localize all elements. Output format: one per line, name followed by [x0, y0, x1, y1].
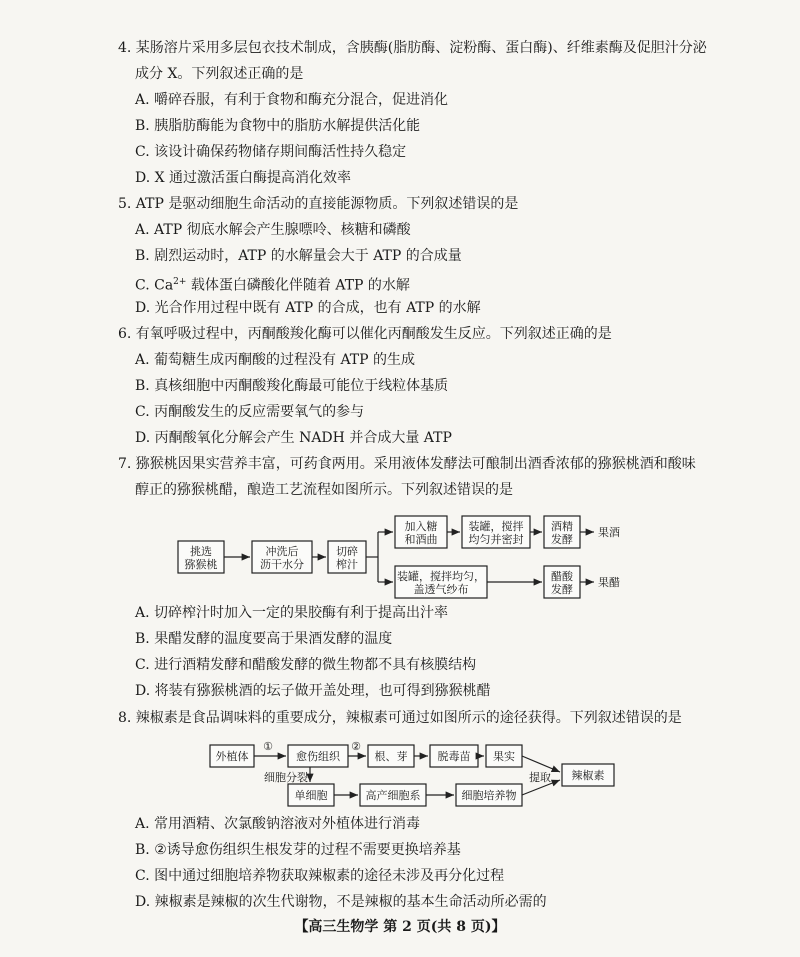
box-seal-l1: 装罐，搅拌 — [468, 520, 524, 533]
q5-option-d: D. 光合作用过程中既有 ATP 的合成，也有 ATP 的水解 — [135, 300, 481, 316]
q4-stem-cont: 成分 X。下列叙述正确的是 — [135, 66, 304, 82]
box-juice-l1: 切碎 — [336, 545, 358, 558]
q6-option-d: D. 丙酮酸氧化分解会产生 NADH 并合成大量 ATP — [135, 430, 452, 446]
box-wash-l1: 冲洗后 — [265, 545, 299, 558]
extract-label: 提取 — [529, 771, 551, 784]
q7-stem-cont: 醇正的猕猴桃醋，酿造工艺流程如图所示。下列叙述错误的是 — [135, 482, 513, 498]
q7-option-b: B. 果醋发酵的温度要高于果酒发酵的温度 — [135, 631, 393, 647]
q4-option-d: D. X 通过激活蛋白酶提高消化效率 — [135, 170, 352, 186]
box-fruit-label: 果实 — [493, 750, 515, 763]
q4-option-c: C. 该设计确保药物储存期间酶活性持久稳定 — [135, 144, 407, 160]
box-alcohol-ferment-l1: 酒精 — [551, 520, 573, 533]
box-alcohol-ferment-l2: 发酵 — [551, 533, 573, 546]
output-vinegar: 果醋 — [598, 576, 620, 589]
box-gauze-l1: 装罐，搅拌均匀， — [397, 570, 485, 583]
output-wine: 果酒 — [598, 526, 620, 539]
page-footer: 【高三生物学 第 2 页(共 8 页)】 — [294, 919, 506, 935]
q8-stem: 8. 辣椒素是食品调味料的重要成分，辣椒素可通过如图所示的途径获得。下列叙述错误的是 — [118, 710, 682, 726]
q8-option-b: B. ②诱导愈伤组织生根发芽的过程不需要更换培养基 — [135, 842, 461, 858]
step-2-label: ② — [351, 740, 361, 753]
q7-option-a: A. 切碎榨汁时加入一定的果胶酶有利于提高出汁率 — [135, 605, 449, 621]
box-capsaicin-label: 辣椒素 — [571, 769, 605, 782]
box-gauze-l2: 盖透气纱布 — [413, 583, 469, 596]
box-juice-l2: 榨汁 — [336, 558, 358, 571]
q4-stem: 4. 某肠溶片采用多层包衣技术制成，含胰酶(脂肪酶、淀粉酶、蛋白酶)、纤维素酶及促胆汁分泌 — [118, 40, 707, 56]
q4-option-a: A. 嚼碎吞服，有利于食物和酶充分混合，促进消化 — [135, 92, 449, 108]
q7-option-c: C. 进行酒精发酵和醋酸发酵的微生物都不具有核膜结构 — [135, 657, 477, 673]
box-seedling-label: 脱毒苗 — [437, 750, 471, 763]
q8-option-d: D. 辣椒素是辣椒的次生代谢物，不是辣椒的基本生命活动所必需的 — [135, 894, 547, 910]
box-acetic-ferment-l2: 发酵 — [551, 583, 573, 596]
box-select-kiwi-l1: 挑选 — [190, 545, 212, 558]
box-seal-l2: 均匀并密封 — [468, 533, 524, 546]
q5-option-a: A. ATP 彻底水解会产生腺嘌呤、核糖和磷酸 — [135, 222, 411, 238]
box-high-yield-label: 高产细胞系 — [365, 789, 421, 802]
q6-option-b: B. 真核细胞中丙酮酸羧化酶最可能位于线粒体基质 — [135, 378, 449, 394]
box-select-kiwi-l2: 猕猴桃 — [184, 558, 218, 571]
q5-option-b: B. 剧烈运动时，ATP 的水解量会大于 ATP 的合成量 — [135, 248, 462, 264]
box-acetic-ferment-l1: 醋酸 — [551, 570, 573, 583]
step-1-label: ① — [263, 740, 273, 753]
box-add-sugar-l1: 加入糖 — [404, 520, 438, 533]
box-explant-label: 外植体 — [215, 750, 249, 763]
box-wash-l2: 沥干水分 — [260, 558, 304, 571]
box-callus-label: 愈伤组织 — [296, 750, 340, 763]
q8-option-a: A. 常用酒精、次氯酸钠溶液对外植体进行消毒 — [135, 816, 421, 832]
q6-option-a: A. 葡萄糖生成丙酮酸的过程没有 ATP 的生成 — [135, 352, 416, 368]
q6-stem: 6. 有氧呼吸过程中，丙酮酸羧化酶可以催化丙酮酸发生反应。下列叙述正确的是 — [118, 326, 612, 342]
q7-option-d: D. 将装有猕猴桃酒的坛子做开盖处理，也可得到猕猴桃醋 — [135, 683, 491, 699]
dispersion-label: 细胞分裂 — [264, 771, 308, 784]
q5-option-c: C. $Ca^{2+}$ 载体蛋白磷酸化伴随着 ATP 的水解 — [135, 277, 410, 294]
box-cell-culture-label: 细胞培养物 — [461, 789, 517, 802]
q8-option-c: C. 图中通过细胞培养物获取辣椒素的途径未涉及再分化过程 — [135, 868, 505, 884]
q5-stem: 5. ATP 是驱动细胞生命活动的直接能源物质。下列叙述错误的是 — [118, 196, 519, 212]
q7-stem: 7. 猕猴桃因果实营养丰富，可药食两用。采用液体发酵法可酿制出酒香浓郁的猕猴桃酒和酸味 — [118, 456, 696, 472]
box-root-bud-label: 根、芽 — [374, 750, 408, 763]
q6-option-c: C. 丙酮酸发生的反应需要氧气的参与 — [135, 404, 365, 420]
q4-option-b: B. 胰脂肪酶能为食物中的脂肪水解提供活化能 — [135, 118, 421, 134]
box-single-cell-label: 单细胞 — [294, 789, 328, 802]
box-add-sugar-l2: 和酒曲 — [404, 533, 438, 546]
